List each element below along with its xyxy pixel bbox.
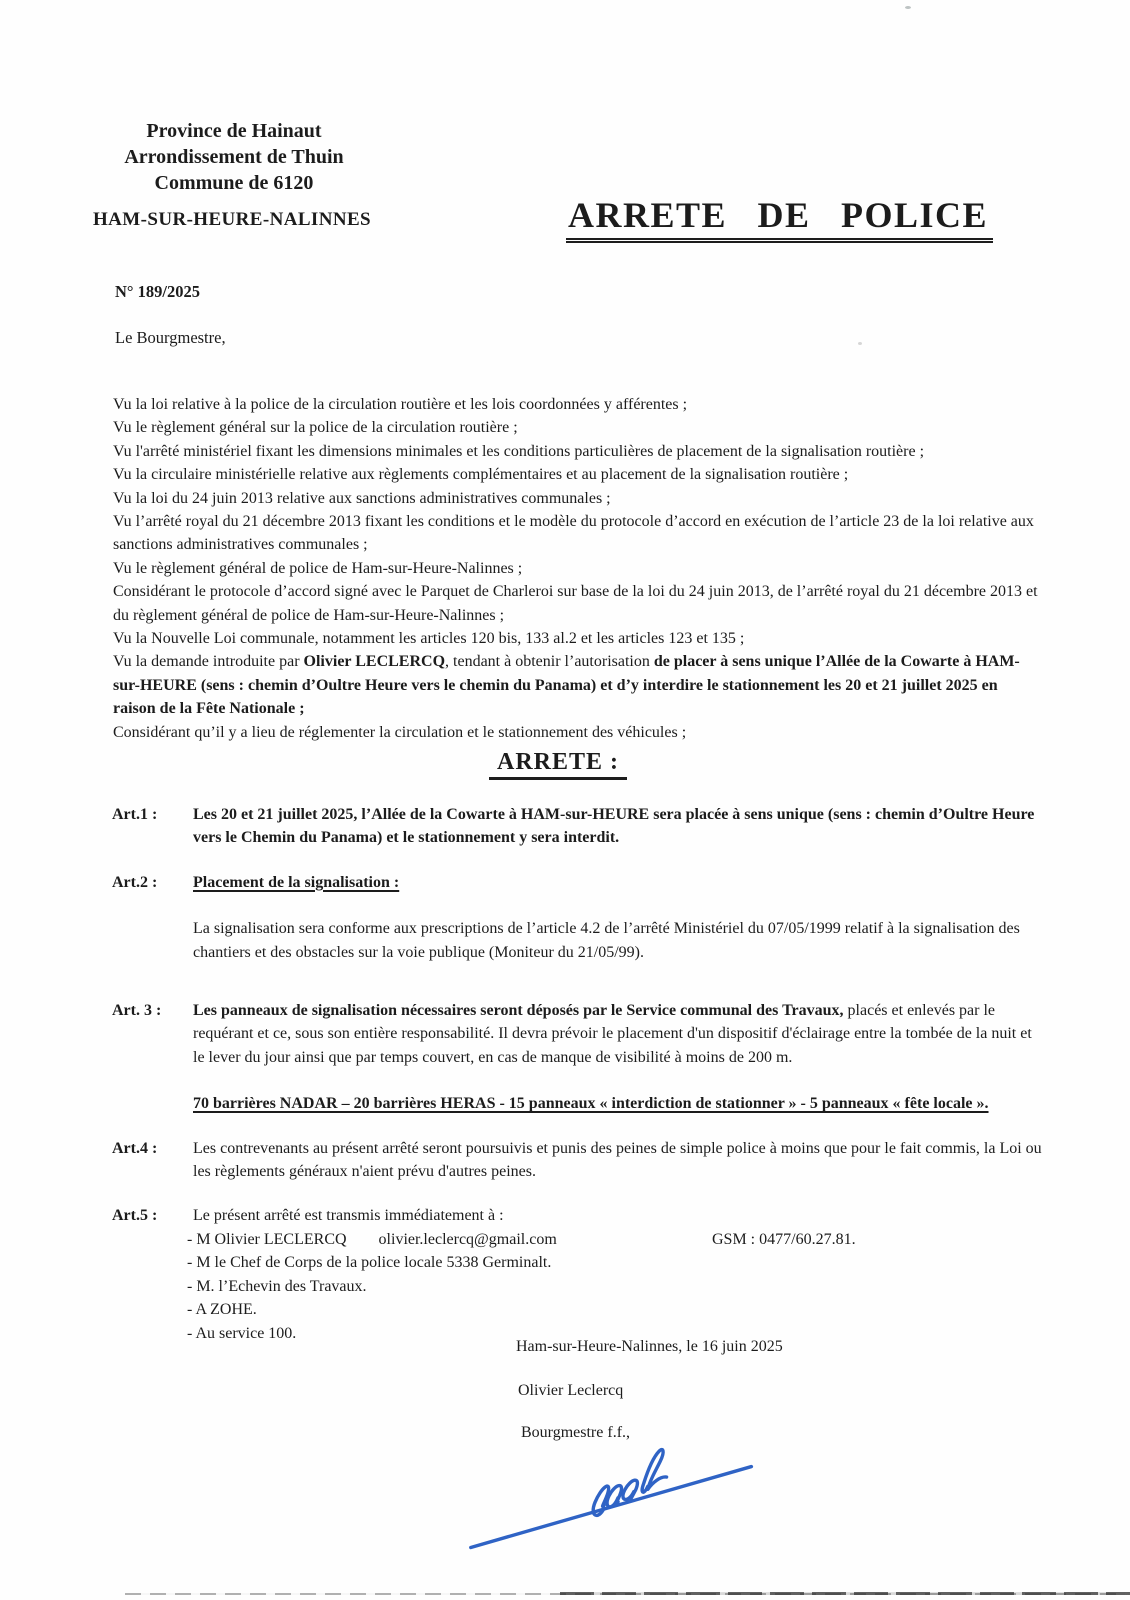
recipient-line [187, 1298, 1042, 1321]
preamble-paragraph [113, 721, 1041, 744]
scan-bottom-artifact-dark [560, 1592, 1130, 1595]
article-paragraph [193, 917, 1042, 964]
article-row [112, 1137, 1042, 1184]
recipient-text: - A ZOHE. [187, 1301, 257, 1319]
article-paragraph [193, 999, 1042, 1069]
article-label: Art.1 : [112, 806, 158, 823]
preamble-paragraph [113, 416, 1041, 439]
recipient-text: - M Olivier LECLERCQ [187, 1230, 347, 1248]
article-body [193, 1137, 1042, 1184]
article-label: Art. 3 : [112, 1002, 162, 1020]
article-label: Art.5 : [112, 1207, 158, 1225]
text-segment: La signalisation sera conforme aux prescriptions de l’article 4.2 de l’arrêté Ministériel du 07/05/1999 relatif à la signalisation des chantiers et des obstacles sur la voie publique (Moniteur du 21/05/99). [193, 920, 1020, 961]
recipient-text: - Au service 100. [187, 1324, 297, 1342]
preamble-paragraph [113, 463, 1041, 486]
preamble-paragraph [113, 393, 1041, 416]
text-segment: Vu la Nouvelle Loi communale, notamment les articles 120 bis, 133 al.2 et les articles 123 et 135 ; [113, 630, 745, 648]
text-segment: Vu la demande introduite par [113, 653, 304, 671]
decree-heading: ARRETE : [112, 749, 1040, 780]
text-segment: Vu l'arrêté ministériel fixant les dimensions minimales et les conditions particulières de placement de la signalisation routière ; [113, 442, 925, 460]
article-paragraph [193, 1137, 1042, 1184]
recipient-text: - M. l’Echevin des Travaux. [187, 1277, 367, 1295]
municipality-name: HAM-SUR-HEURE-NALINNES [93, 209, 371, 230]
text-segment: Vu la circulaire ministérielle relative aux règlements complémentaires et au placement de la signalisation routière ; [113, 466, 849, 484]
recipient-text: - M le Chef de Corps de la police locale 5338 Germinalt. [187, 1254, 552, 1272]
article-row [112, 1204, 1042, 1344]
recipient-gsm: GSM : 0477/60.27.81. [712, 1230, 856, 1248]
recipient-list [187, 1228, 1042, 1345]
recipient-line [187, 1251, 1042, 1274]
article-paragraph [193, 803, 1042, 850]
preamble-paragraph [113, 487, 1041, 510]
bold-text-segment: Les 20 et 21 juillet 2025, l’Allée de la Cowarte à HAM-sur-HEURE sera placée à sens unique (sens : chemin d’Oultre Heure vers le Chemin du Panama) et le stationnement y sera interdit. [193, 806, 1035, 847]
letterhead-arrondissement: Arrondissement de Thuin [124, 146, 344, 168]
letterhead-province: Province de Hainaut [146, 120, 322, 142]
article-body [193, 803, 1042, 850]
article-row [112, 871, 1042, 964]
signer-title: Bourgmestre f.f., [521, 1424, 631, 1441]
text-segment: , tendant à obtenir l’autorisation [445, 653, 654, 671]
article-body [187, 1204, 1042, 1344]
text-segment: Le présent arrêté est transmis immédiatement à : [193, 1207, 504, 1225]
preamble-paragraph [113, 510, 1041, 557]
preamble-section [113, 393, 1041, 744]
text-segment: Vu la loi du 24 juin 2013 relative aux sanctions administratives communales ; [113, 489, 611, 507]
scan-speck [905, 6, 911, 9]
articles-section [112, 803, 1042, 1345]
salutation: Le Bourgmestre, [115, 328, 226, 347]
recipient-line [187, 1228, 1042, 1251]
place-and-date: Ham-sur-Heure-Nalinnes, le 16 juin 2025 [516, 1338, 783, 1355]
text-segment: Vu le règlement général sur la police de la circulation routière ; [113, 419, 518, 437]
article-paragraph [193, 1204, 1042, 1227]
scan-speck [858, 342, 862, 345]
text-segment: Les contrevenants au présent arrêté seront poursuivis et punis des peines de simple police à moins que pour le fait commis, la Loi ou les règlements généraux n'aient prévu d'autres peines. [193, 1139, 1042, 1181]
article-label: Art.2 : [112, 873, 158, 891]
bold-text-segment: Les panneaux de signalisation nécessaires seront déposés par le Service communal des Travaux, [193, 1002, 844, 1020]
article-body [193, 871, 1042, 964]
bold-text-segment: Placement de la signalisation : [193, 873, 400, 891]
preamble-paragraph [113, 557, 1041, 580]
signer-name: Olivier Leclercq [518, 1382, 624, 1399]
article-row [112, 803, 1042, 850]
text-segment: placés et enlevés par le requérant et ce, sous son entière responsabilité. Il devra prévoir le placement d'un dispositif d'éclairage entre la tombée de la nuit et le lever du jour ainsi que par temps couvert, en cas de manque de visibilité à moins de 200 m. [193, 1002, 1032, 1066]
text-segment: Vu l’arrêté royal du 21 décembre 2013 fixant les conditions et le modèle du protocole d’accord en exécution de l’article 23 de la loi relative aux sanctions administratives communales ; [113, 513, 1034, 554]
preamble-paragraph [113, 440, 1041, 463]
text-segment: Vu le règlement général de police de Ham-sur-Heure-Nalinnes ; [113, 559, 523, 577]
article-label: Art.4 : [112, 1139, 158, 1157]
scan-edge-artifact [0, 0, 2, 1600]
document-title: ARRETE DE POLICE [566, 194, 993, 243]
preamble-paragraph [113, 580, 1041, 627]
bold-text-segment: Olivier LECLERCQ [303, 653, 446, 671]
letterhead [100, 118, 368, 196]
article-body [193, 999, 1042, 1116]
preamble-paragraph [113, 650, 1041, 720]
text-segment: Vu la loi relative à la police de la circulation routière et les lois coordonnées y afférentes ; [113, 396, 688, 413]
text-segment: Considérant qu’il y a lieu de réglementer la circulation et le stationnement des véhicules ; [113, 723, 687, 741]
preamble-paragraph [113, 627, 1041, 650]
decree-number: N° 189/2025 [115, 282, 200, 301]
article-row [112, 999, 1042, 1116]
recipient-line [187, 1275, 1042, 1298]
letterhead-commune: Commune de 6120 [154, 172, 314, 194]
article-paragraph [193, 871, 1042, 894]
text-segment: Considérant le protocole d’accord signé avec le Parquet de Charleroi sur base de la loi du 24 juin 2013, de l’arrêté royal du 21 décembre 2013 et du règlement général de police de Ham-sur-Heure-Nalinnes ; [113, 583, 1038, 624]
bold-text-segment: de placer à sens unique l’Allée de la Cowarte à HAM-sur-HEURE (sens : chemin d’Oultre Heure vers le chemin du Panama) et d’y interdire le stationnement les 20 et 21 juillet 2025 en raison de la Fête Nationale ; [113, 653, 1020, 718]
bold-text-segment: 70 barrières NADAR – 20 barrières HERAS - 15 panneaux « interdiction de stationner » - 5 panneaux « fête locale ». [193, 1095, 989, 1113]
signature-image [452, 1446, 772, 1556]
article-paragraph [193, 1092, 1042, 1115]
recipient-email: olivier.leclercq@gmail.com [378, 1230, 557, 1248]
